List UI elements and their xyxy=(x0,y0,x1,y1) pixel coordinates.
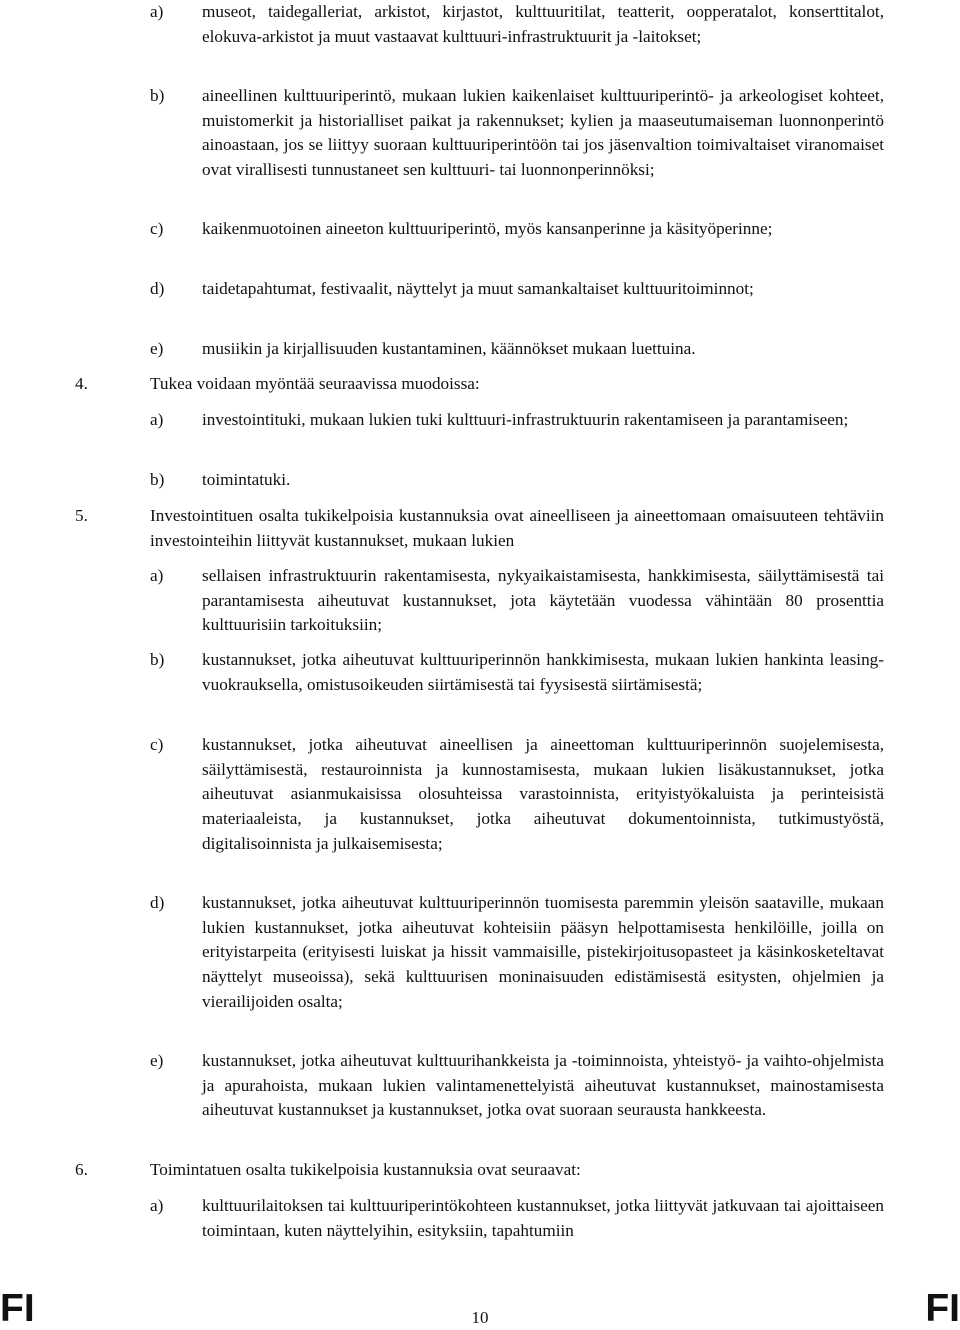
paragraph-number: 4. xyxy=(75,374,88,393)
item-text: sellaisen infrastruktuurin rakentamisesta, nykyaikaistamisesta, hankkimisesta, säilyttämisestä tai parantamisesta aiheutuvat kustannukset, jota käytetään vuodessa vähintään 80 prosenttia kulttuurisiin tarkoituksiin; xyxy=(202,566,884,635)
item-label: c) xyxy=(150,219,164,238)
item-label: c) xyxy=(150,735,164,754)
item-label: b) xyxy=(150,650,165,669)
item-label: a) xyxy=(150,2,164,21)
language-marker-right: FI xyxy=(925,1287,960,1330)
paragraph-number: 6. xyxy=(75,1160,88,1179)
paragraph-text: Toimintatuen osalta tukikelpoisia kustannuksia ovat seuraavat: xyxy=(150,1160,581,1179)
paragraph-number: 5. xyxy=(75,506,88,525)
item-label: e) xyxy=(150,339,164,358)
paragraph-text: Investointituen osalta tukikelpoisia kustannuksia ovat aineelliseen ja aineettomaan omaisuuteen tehtäviin investointeihin liittyvät kustannukset, mukaan lukien xyxy=(150,506,884,550)
item-text: kaikenmuotoinen aineeton kulttuuriperintö, myös kansanperinne ja käsityöperinne; xyxy=(202,219,773,238)
item-label: d) xyxy=(150,893,165,912)
item-text: kustannukset, jotka aiheutuvat kulttuuriperinnön hankkimisesta, mukaan lukien hankinta leasing-vuokrauksella, omistusoikeuden siirtämisestä tai fyysisestä siirtämisestä; xyxy=(202,650,884,694)
language-marker-left: FI xyxy=(0,1287,35,1330)
item-label: a) xyxy=(150,1196,164,1215)
item-text: museot, taidegalleriat, arkistot, kirjastot, kulttuuritilat, teatterit, oopperatalot, konserttitalot, elokuva-arkistot ja muut vastaavat kulttuuri-infrastruktuurit ja -laitokset; xyxy=(202,2,884,46)
item-text: kustannukset, jotka aiheutuvat kulttuurihankkeista ja -toiminnoista, yhteistyö- ja vaihto-ohjelmista ja apurahoista, mukaan lukien valintamenettelyistä aiheutuvat kustannukset, mainostamisesta aiheutuvat kustannukset ja kustannukset, jotka ovat suoraan seurausta hankkeesta. xyxy=(202,1051,884,1120)
item-text: toimintatuki. xyxy=(202,470,291,489)
item-text: taidetapahtumat, festivaalit, näyttelyt ja muut samankaltaiset kulttuuritoiminnot; xyxy=(202,279,754,298)
item-label: a) xyxy=(150,566,164,585)
paragraph-text: Tukea voidaan myöntää seuraavissa muodoissa: xyxy=(150,374,480,393)
item-text: kustannukset, jotka aiheutuvat aineellisen ja aineettoman kulttuuriperinnön suojelemisesta, säilyttämisestä, restauroinnista ja kunnostamisesta, mukaan lukien lisäkustannukset, jotka aiheutuvat asianmukaisissa olosuhteissa varastoinnista, erityistyökaluista ja perinteisistä materiaaleista, ja kustannukset, jotka aiheutuvat dokumentoinnista, tutkimustyöstä, digitalisoinnista ja julkaisemisesta; xyxy=(202,735,884,853)
item-text: kulttuurilaitoksen tai kulttuuriperintökohteen kustannukset, jotka liittyvät jatkuvaan tai ajoittaiseen toimintaan, kuten näyttelyihin, esityksiin, tapahtumiin xyxy=(202,1196,884,1240)
item-label: d) xyxy=(150,279,165,298)
item-text: musiikin ja kirjallisuuden kustantaminen, käännökset mukaan luettuina. xyxy=(202,339,696,358)
item-label: b) xyxy=(150,86,165,105)
item-label: a) xyxy=(150,410,164,429)
item-text: kustannukset, jotka aiheutuvat kulttuuriperinnön tuomisesta paremmin yleisön saataville, mukaan lukien kustannukset, jotka aiheutuvat kohteisiin pääsyn helpottamisesta henkilöille, joilla on erityistarpeita (erityisesti luiskat ja hissit vammaisille, pistekirjoitusopasteet ja käsinkosketeltavat näyttelyt museoissa), sekä kulttuurisen moninaisuuden edistämisestä esitysten, ohjelmien ja vierailijoiden osalta; xyxy=(202,893,884,1011)
item-text: aineellinen kulttuuriperintö, mukaan lukien kaikenlaiset kulttuuriperintö- ja arkeologiset kohteet, muistomerkit ja historialliset paikat ja rakennukset; kylien ja maaseutumaiseman luonnonperintö ainoastaan, jos se liittyy suoraan kulttuuriperintöön tai jos jäsenvaltion toimivaltaiset viranomaiset ovat virallisesti tunnustaneet sen kulttuuri- tai luonnonperinnöksi; xyxy=(202,86,884,180)
item-text: investointituki, mukaan lukien tuki kulttuuri-infrastruktuurin rakentamiseen ja parantamiseen; xyxy=(202,410,849,429)
item-label: b) xyxy=(150,470,165,489)
page-number: 10 xyxy=(471,1308,489,1327)
item-label: e) xyxy=(150,1051,164,1070)
